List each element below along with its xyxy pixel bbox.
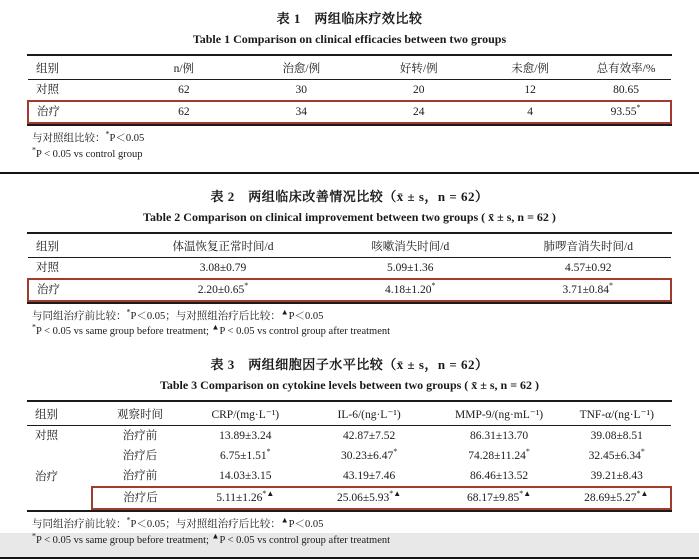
table-cell: 对照 <box>36 84 59 96</box>
table-cell: 39.08±8.51 <box>590 430 643 442</box>
table-cell: 80.65 <box>613 84 639 96</box>
table-cell: 43.19±7.46 <box>342 470 396 482</box>
table-cell: 治疗 <box>35 470 58 483</box>
table-3-title-en: Table 3 Comparison on cytokine levels between two groups ( x̄ ± s, n = 62 ) <box>159 378 540 392</box>
table-cell: 3.08±0.79 <box>199 261 247 274</box>
table-cell: 30.23±6.47* <box>340 447 398 462</box>
table-cell: 62 <box>124 101 245 123</box>
table-cell: 治疗后 <box>92 487 188 509</box>
table-1-title-zh: 表 1 两组临床疗效比较 <box>276 11 423 26</box>
table-cell: 2.20±0.65* <box>131 279 315 301</box>
table-1-grid <box>27 56 672 124</box>
column-header: 总有效率/% <box>581 56 671 80</box>
column-header: MMP-9/(ng·mL⁻¹) <box>436 402 563 426</box>
column-header: n/例 <box>124 56 245 80</box>
table-cell: 62 <box>178 84 190 96</box>
footnote-line: *P < 0.05 vs same group before treatment; ▲P < 0.05 vs control group after treatment <box>32 531 391 546</box>
significance-marker: * <box>525 447 530 457</box>
table-cell: 6.75±1.51* <box>220 447 271 462</box>
significance-marker: * <box>266 447 271 457</box>
significance-marker: * <box>32 145 36 155</box>
table-cell: 4.18±1.20* <box>315 279 505 301</box>
significance-marker: * <box>105 129 110 139</box>
column-header: 组别 <box>28 234 131 258</box>
significance-marker: ▲ <box>211 531 220 541</box>
significance-marker: *▲ <box>519 489 532 499</box>
table-cell: 治疗前 <box>122 430 158 442</box>
significance-marker: ▲ <box>211 322 220 332</box>
table-1-footnotes <box>32 131 699 163</box>
footnote-line: 与对照组比较：*P＜0.05 <box>32 129 145 144</box>
table-cell: 5.11±1.26*▲ <box>188 487 303 509</box>
significance-marker: * <box>244 280 249 290</box>
table-row <box>28 279 671 301</box>
column-header: IL-6/(ng·L⁻¹) <box>303 402 436 426</box>
table-cell <box>27 446 92 466</box>
significance-marker: * <box>393 447 398 457</box>
table-cell: 74.28±11.24* <box>468 447 530 462</box>
table-3 <box>27 400 672 512</box>
column-header: 体温恢复正常时间/d <box>131 234 315 258</box>
header-row <box>28 56 671 80</box>
table-cell: 4.57±0.92 <box>564 261 612 274</box>
footnote-line: 与同组治疗前比较：*P＜0.05；与对照组治疗后比较：▲P＜0.05 <box>32 515 324 530</box>
table-cell: 4 <box>479 101 581 123</box>
table-cell: 25.06±5.93*▲ <box>303 487 436 509</box>
table-2-footnotes <box>32 309 699 341</box>
column-header: TNF-α/(ng·L⁻¹) <box>563 402 671 426</box>
column-header: 咳嗽消失时间/d <box>315 234 505 258</box>
significance-marker: *▲ <box>389 489 402 499</box>
table-cell: 5.09±1.36 <box>386 261 434 274</box>
table-cell: 86.46±13.52 <box>470 470 529 482</box>
header-row <box>28 234 671 258</box>
table-cell: 20 <box>413 84 425 96</box>
table-cell <box>27 487 92 509</box>
table-cell: 对照 <box>35 430 58 442</box>
table-row <box>28 257 671 279</box>
table-cell: 13.89±3.24 <box>219 430 272 442</box>
significance-marker: * <box>636 103 641 113</box>
table-cell: 治疗 <box>28 101 124 123</box>
table-row <box>27 446 671 466</box>
table-2-title-en: Table 2 Comparison on clinical improvement between two groups ( x̄ ± s, n = 62 ) <box>143 209 556 224</box>
column-header: 未愈/例 <box>479 56 581 80</box>
significance-marker: ▲ <box>280 307 289 316</box>
table-cell: 12 <box>524 84 536 96</box>
table-row <box>28 80 671 102</box>
significance-marker: * <box>609 280 613 290</box>
table-row <box>27 426 671 447</box>
significance-marker: ▲ <box>280 515 289 525</box>
significance-marker: * <box>126 515 131 525</box>
table-cell: 治疗后 <box>122 450 158 462</box>
table-cell: 治疗 <box>28 279 131 301</box>
table-2-title-zh: 表 2 两组临床改善情况比较（x̄ ± s，n = 62） <box>210 188 489 204</box>
significance-marker: *▲ <box>262 489 275 499</box>
table-2 <box>27 232 672 304</box>
table-cell: 24 <box>358 101 479 123</box>
header-row <box>27 402 671 426</box>
footnote-line: *P < 0.05 vs control group <box>32 145 143 160</box>
table-cell: 93.55* <box>581 101 671 123</box>
table-1-title-en: Table 1 Comparison on clinical efficacies between two groups <box>192 32 507 46</box>
table-row <box>28 101 671 123</box>
table-3-footnotes <box>32 517 699 549</box>
table-1 <box>27 54 672 126</box>
significance-marker: * <box>32 531 36 541</box>
table-cell: 对照 <box>36 261 59 274</box>
table-cell: 32.45±6.34* <box>588 447 645 462</box>
table-cell: 3.71±0.84* <box>505 279 671 301</box>
table-cell: 34 <box>244 101 358 123</box>
column-header: 组别 <box>27 402 92 426</box>
table-2-grid <box>27 234 672 302</box>
column-header: 好转/例 <box>358 56 479 80</box>
column-header: 治愈/例 <box>244 56 358 80</box>
table-cell: 68.17±9.85*▲ <box>436 487 563 509</box>
footnote-line: 与同组治疗前比较：*P＜0.05；与对照组治疗后比较：▲P＜0.05 <box>32 307 324 322</box>
table-3-section <box>0 354 699 549</box>
column-header: 肺啰音消失时间/d <box>505 234 671 258</box>
table-2-section <box>0 186 699 341</box>
table-row <box>27 466 671 487</box>
table-cell: 14.03±3.15 <box>219 470 272 482</box>
footnote-line: *P < 0.05 vs same group before treatment; ▲P < 0.05 vs control group after treatment <box>32 322 391 338</box>
table-cell: 30 <box>295 84 308 96</box>
table-row <box>27 487 671 509</box>
significance-marker: *▲ <box>636 489 649 499</box>
significance-marker: * <box>431 280 436 290</box>
table-1-section <box>0 8 699 163</box>
table-cell: 86.31±13.70 <box>470 430 529 442</box>
significance-marker: * <box>640 447 645 457</box>
page-bottom-rule <box>0 557 699 559</box>
table-cell: 28.69±5.27*▲ <box>563 487 671 509</box>
column-header: 组别 <box>28 56 124 80</box>
table-cell: 42.87±7.52 <box>342 430 396 442</box>
column-header: CRP/(mg·L⁻¹) <box>188 402 303 426</box>
section-divider <box>0 172 699 174</box>
significance-marker: * <box>126 307 131 316</box>
table-cell: 治疗前 <box>122 470 158 482</box>
table-3-title-zh: 表 3 两组细胞因子水平比较（x̄ ± s，n = 62） <box>210 357 489 372</box>
table-cell: 39.21±8.43 <box>590 470 643 482</box>
significance-marker: * <box>32 322 36 332</box>
column-header: 观察时间 <box>92 402 188 426</box>
table-3-grid <box>27 402 672 510</box>
